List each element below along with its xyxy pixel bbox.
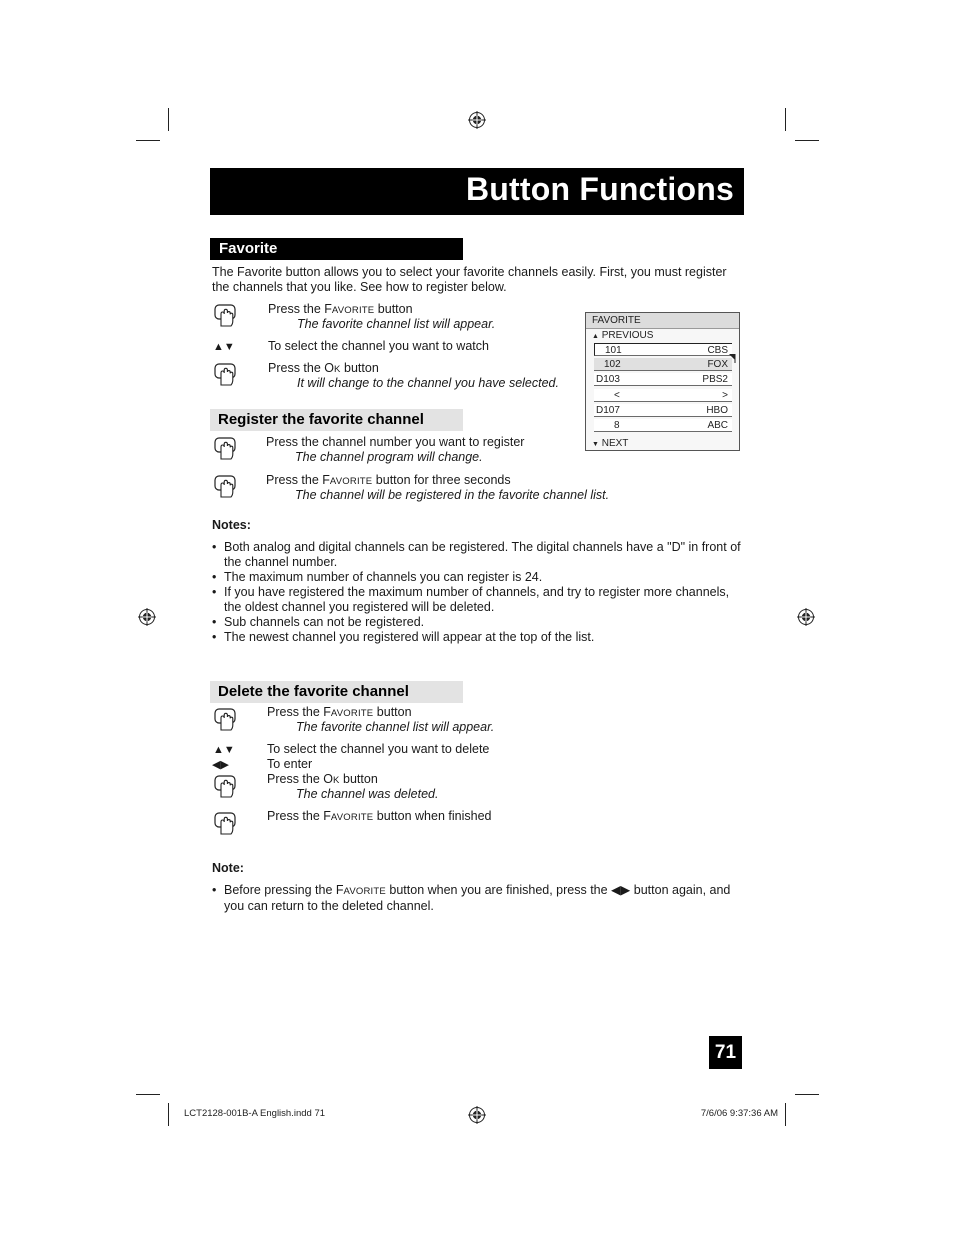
crop-mark <box>136 1094 160 1095</box>
registration-mark-icon <box>468 111 486 129</box>
section-heading-favorite: Favorite <box>210 238 463 260</box>
crop-mark <box>795 140 819 141</box>
menu-row: D103 PBS2 <box>594 373 732 386</box>
page-number: 71 <box>709 1036 742 1069</box>
delete-step-1-note: The favorite channel list will appear. <box>296 720 495 734</box>
notes-heading: Notes: <box>212 518 251 532</box>
scrollbar-pointer-icon <box>728 353 736 363</box>
favorite-step-3-note: It will change to the channel you have selected. <box>297 376 559 390</box>
menu-row: 101 CBS <box>594 343 732 356</box>
footer-file-info: LCT2128-001B-A English.indd 71 <box>184 1108 326 1119</box>
delete-step-3: To enter <box>267 757 313 771</box>
crop-mark <box>136 140 160 141</box>
crop-mark <box>168 1103 169 1126</box>
register-step-1: Press the channel number you want to register <box>266 435 525 449</box>
delete-step-1: Press the FAVORITE button <box>267 705 412 719</box>
menu-previous: ▲ PREVIOUS <box>592 330 654 341</box>
menu-row: < > <box>594 389 732 402</box>
page-title: Button Functions <box>465 171 734 207</box>
left-right-arrows-icon: ◀▶ <box>212 759 229 771</box>
note-heading: Note: <box>212 861 244 875</box>
menu-header: FAVORITE <box>586 313 739 329</box>
crop-mark <box>168 108 169 131</box>
up-triangle-icon: ▲ <box>592 333 599 340</box>
hand-button-icon <box>213 362 239 386</box>
up-down-arrows-icon: ▲▼ <box>213 744 235 756</box>
crop-mark <box>795 1094 819 1095</box>
hand-button-icon <box>213 303 239 327</box>
registration-mark-icon <box>797 608 815 626</box>
registration-mark-icon <box>138 608 156 626</box>
favorite-menu-illustration <box>585 312 740 451</box>
menu-row: D107 HBO <box>594 404 732 417</box>
register-step-2-note: The channel will be registered in the favorite channel list. <box>295 488 610 502</box>
hand-button-icon <box>213 707 239 731</box>
list-item: • The maximum number of channels you can register is 24. <box>212 570 742 585</box>
crop-mark <box>785 108 786 131</box>
registration-mark-icon <box>468 1106 486 1124</box>
note-list <box>212 883 744 914</box>
register-step-1-note: The channel program will change. <box>295 450 483 464</box>
list-item: • Before pressing the FAVORITE button when you are finished, press the ◀▶ button again, and you can return to the deleted channel. <box>212 883 744 914</box>
footer-timestamp: 7/6/06 9:37:36 AM <box>700 1108 778 1119</box>
title-banner <box>210 168 744 215</box>
crop-mark <box>785 1103 786 1126</box>
menu-next: ▼ NEXT <box>592 438 629 449</box>
hand-button-icon <box>213 474 239 498</box>
list-item: • The newest channel you registered will appear at the top of the list. <box>212 630 742 645</box>
down-triangle-icon: ▼ <box>592 441 599 448</box>
list-item: • Both analog and digital channels can be registered. The digital channels have a "D" in front of the channel number. <box>212 540 742 570</box>
delete-step-4: Press the OK button <box>267 772 378 786</box>
register-step-2: Press the FAVORITE button for three seconds <box>266 473 511 487</box>
delete-step-5: Press the FAVORITE button when finished <box>267 809 492 823</box>
favorite-step-2: To select the channel you want to watch <box>268 339 489 353</box>
hand-button-icon <box>213 774 239 798</box>
favorite-step-1: Press the FAVORITE button <box>268 302 413 316</box>
delete-step-4-note: The channel was deleted. <box>296 787 439 801</box>
list-item: • If you have registered the maximum number of channels, and try to register more channels, the oldest channel you registered will be deleted. <box>212 585 742 615</box>
menu-row: 102 FOX <box>594 358 732 371</box>
favorite-step-1-note: The favorite channel list will appear. <box>297 317 496 331</box>
delete-step-2: To select the channel you want to delete <box>267 742 490 756</box>
hand-button-icon <box>213 811 239 835</box>
hand-button-icon <box>213 436 239 460</box>
section-heading-register: Register the favorite channel <box>210 409 463 431</box>
up-down-arrows-icon: ▲▼ <box>213 341 235 353</box>
section-heading-delete: Delete the favorite channel <box>210 681 463 703</box>
notes-list <box>212 540 742 645</box>
favorite-intro: The Favorite button allows you to select your favorite channels easily. First, you must register the channels that you like. See how to register below. <box>212 265 727 294</box>
menu-row: 8 ABC <box>594 419 732 432</box>
favorite-step-3: Press the OK button <box>268 361 379 375</box>
list-item: • Sub channels can not be registered. <box>212 615 742 630</box>
